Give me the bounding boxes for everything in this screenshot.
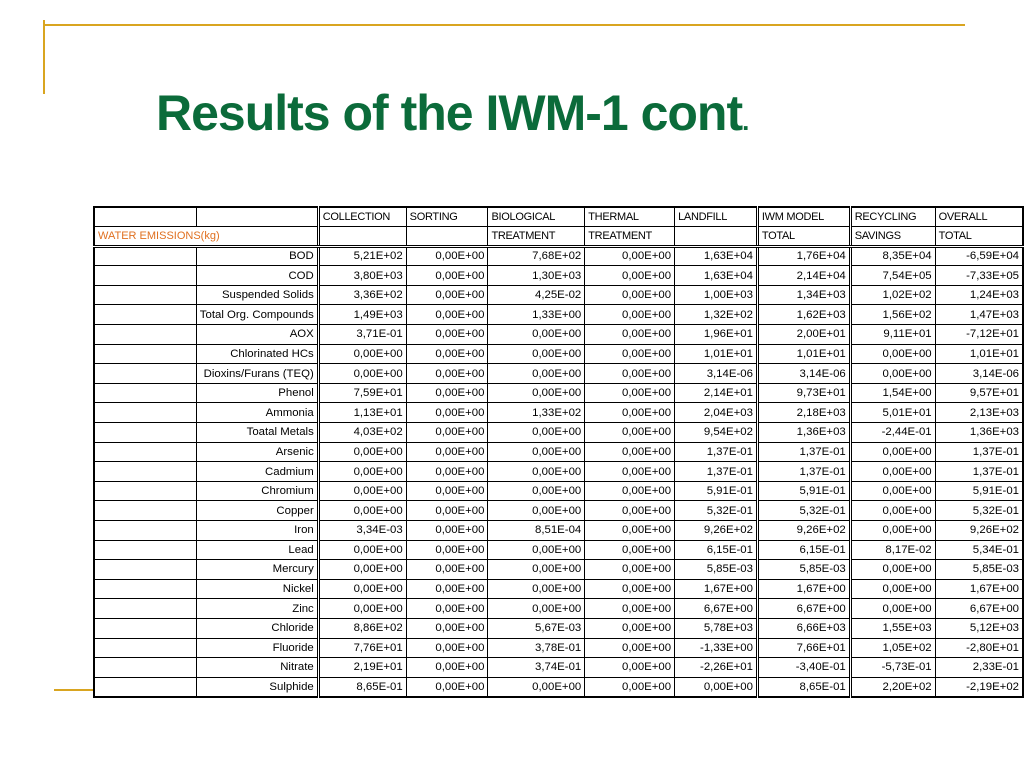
row-label: BOD <box>196 246 318 266</box>
value-cell: 0,00E+00 <box>850 344 935 364</box>
decorative-vertical-line <box>43 20 45 94</box>
value-cell: 2,13E+03 <box>935 403 1023 423</box>
value-cell: 1,33E+02 <box>488 403 585 423</box>
value-cell: 0,00E+00 <box>585 618 675 638</box>
value-cell: 1,63E+04 <box>675 266 758 286</box>
value-cell: 1,36E+03 <box>935 423 1023 443</box>
header-thermal-sub: TREATMENT <box>585 227 675 247</box>
header-recycling-sub: SAVINGS <box>850 227 935 247</box>
value-cell: 0,00E+00 <box>318 501 406 521</box>
value-cell: 0,00E+00 <box>406 285 488 305</box>
value-cell: 1,34E+03 <box>757 285 850 305</box>
header-overall-sub: TOTAL <box>935 227 1023 247</box>
value-cell: 0,00E+00 <box>850 481 935 501</box>
value-cell: 9,11E+01 <box>850 325 935 345</box>
value-cell: 0,00E+00 <box>406 599 488 619</box>
value-cell: 0,00E+00 <box>488 540 585 560</box>
value-cell: 0,00E+00 <box>318 540 406 560</box>
value-cell: 0,00E+00 <box>406 344 488 364</box>
row-blank-cell <box>94 599 196 619</box>
value-cell: 0,00E+00 <box>585 364 675 384</box>
header-sorting: SORTING <box>406 207 488 227</box>
value-cell: 0,00E+00 <box>406 383 488 403</box>
value-cell: 1,24E+03 <box>935 285 1023 305</box>
header-iwm-model-sub: TOTAL <box>757 227 850 247</box>
value-cell: 8,51E-04 <box>488 521 585 541</box>
value-cell: 1,96E+01 <box>675 325 758 345</box>
value-cell: -3,40E-01 <box>757 658 850 678</box>
row-blank-cell <box>94 501 196 521</box>
value-cell: -2,26E+01 <box>675 658 758 678</box>
value-cell: 3,80E+03 <box>318 266 406 286</box>
decorative-bottom-line <box>54 689 94 691</box>
table-row <box>94 521 1023 541</box>
value-cell: 6,15E-01 <box>675 540 758 560</box>
value-cell: 2,14E+04 <box>757 266 850 286</box>
value-cell: 0,00E+00 <box>585 579 675 599</box>
value-cell: 0,00E+00 <box>488 501 585 521</box>
value-cell: 2,00E+01 <box>757 325 850 345</box>
value-cell: 0,00E+00 <box>488 579 585 599</box>
table-row <box>94 383 1023 403</box>
value-cell: 1,67E+00 <box>757 579 850 599</box>
value-cell: 1,13E+01 <box>318 403 406 423</box>
value-cell: 1,37E-01 <box>757 442 850 462</box>
row-label: Lead <box>196 540 318 560</box>
row-blank-cell <box>94 462 196 482</box>
value-cell: 6,15E-01 <box>757 540 850 560</box>
value-cell: 0,00E+00 <box>488 344 585 364</box>
value-cell: 0,00E+00 <box>585 246 675 266</box>
table-row <box>94 442 1023 462</box>
value-cell: 1,55E+03 <box>850 618 935 638</box>
row-label: Total Org. Compounds <box>196 305 318 325</box>
value-cell: 0,00E+00 <box>406 658 488 678</box>
value-cell: 0,00E+00 <box>406 364 488 384</box>
row-label: AOX <box>196 325 318 345</box>
value-cell: 0,00E+00 <box>406 618 488 638</box>
row-blank-cell <box>94 423 196 443</box>
value-cell: 8,65E-01 <box>757 677 850 697</box>
value-cell: 1,67E+00 <box>935 579 1023 599</box>
value-cell: 5,78E+03 <box>675 618 758 638</box>
value-cell: 0,00E+00 <box>585 540 675 560</box>
row-blank-cell <box>94 285 196 305</box>
value-cell: 0,00E+00 <box>406 521 488 541</box>
value-cell: 0,00E+00 <box>585 658 675 678</box>
row-blank-cell <box>94 266 196 286</box>
value-cell: 0,00E+00 <box>585 501 675 521</box>
value-cell: 0,00E+00 <box>585 481 675 501</box>
value-cell: 0,00E+00 <box>406 442 488 462</box>
value-cell: 0,00E+00 <box>850 599 935 619</box>
value-cell: 0,00E+00 <box>318 599 406 619</box>
table-row <box>94 462 1023 482</box>
value-cell: 0,00E+00 <box>406 462 488 482</box>
value-cell: 8,17E-02 <box>850 540 935 560</box>
value-cell: 1,36E+03 <box>757 423 850 443</box>
value-cell: 0,00E+00 <box>318 579 406 599</box>
table-row <box>94 638 1023 658</box>
header-recycling: RECYCLING <box>850 207 935 227</box>
value-cell: 1,56E+02 <box>850 305 935 325</box>
value-cell: 0,00E+00 <box>585 638 675 658</box>
value-cell: 1,01E+01 <box>935 344 1023 364</box>
decorative-top-line <box>43 24 965 26</box>
value-cell: 5,67E-03 <box>488 618 585 638</box>
header-thermal: THERMAL <box>585 207 675 227</box>
table-row <box>94 560 1023 580</box>
value-cell: 0,00E+00 <box>406 266 488 286</box>
row-label: Mercury <box>196 560 318 580</box>
value-cell: 0,00E+00 <box>585 462 675 482</box>
value-cell: 2,19E+01 <box>318 658 406 678</box>
table-row <box>94 540 1023 560</box>
value-cell: 1,49E+03 <box>318 305 406 325</box>
value-cell: 0,00E+00 <box>406 501 488 521</box>
value-cell: 5,91E-01 <box>757 481 850 501</box>
header-blank-cell <box>94 207 196 227</box>
row-label: Nitrate <box>196 658 318 678</box>
value-cell: 0,00E+00 <box>585 266 675 286</box>
table-row <box>94 344 1023 364</box>
value-cell: 5,34E-01 <box>935 540 1023 560</box>
value-cell: 4,25E-02 <box>488 285 585 305</box>
row-label: Nickel <box>196 579 318 599</box>
header-row-bottom <box>94 227 1023 247</box>
value-cell: -6,59E+04 <box>935 246 1023 266</box>
header-overall: OVERALL <box>935 207 1023 227</box>
value-cell: 0,00E+00 <box>585 383 675 403</box>
row-label: Fluoride <box>196 638 318 658</box>
value-cell: 7,54E+05 <box>850 266 935 286</box>
section-label: WATER EMISSIONS(kg) <box>94 227 318 247</box>
value-cell: 1,30E+03 <box>488 266 585 286</box>
value-cell: 1,62E+03 <box>757 305 850 325</box>
value-cell: 1,37E-01 <box>935 462 1023 482</box>
value-cell: 1,01E+01 <box>675 344 758 364</box>
value-cell: -7,12E+01 <box>935 325 1023 345</box>
value-cell: 6,67E+00 <box>935 599 1023 619</box>
value-cell: 1,37E-01 <box>675 442 758 462</box>
row-label: Phenol <box>196 383 318 403</box>
value-cell: 0,00E+00 <box>406 481 488 501</box>
value-cell: 0,00E+00 <box>488 560 585 580</box>
value-cell: 0,00E+00 <box>850 462 935 482</box>
value-cell: 0,00E+00 <box>406 246 488 266</box>
value-cell: 1,02E+02 <box>850 285 935 305</box>
value-cell: 3,14E-06 <box>935 364 1023 384</box>
row-label: Arsenic <box>196 442 318 462</box>
slide-title <box>156 84 748 142</box>
value-cell: 0,00E+00 <box>488 364 585 384</box>
table-row <box>94 579 1023 599</box>
value-cell: 9,26E+02 <box>757 521 850 541</box>
row-label: Sulphide <box>196 677 318 697</box>
value-cell: -5,73E-01 <box>850 658 935 678</box>
value-cell: -7,33E+05 <box>935 266 1023 286</box>
value-cell: 0,00E+00 <box>850 579 935 599</box>
value-cell: 8,35E+04 <box>850 246 935 266</box>
value-cell: 5,32E-01 <box>675 501 758 521</box>
table-row <box>94 599 1023 619</box>
value-cell: 0,00E+00 <box>406 305 488 325</box>
table-row <box>94 677 1023 697</box>
value-cell: 0,00E+00 <box>850 501 935 521</box>
row-label: Toatal Metals <box>196 423 318 443</box>
row-blank-cell <box>94 481 196 501</box>
row-label: Cadmium <box>196 462 318 482</box>
value-cell: 0,00E+00 <box>585 344 675 364</box>
value-cell: 3,78E-01 <box>488 638 585 658</box>
value-cell: 2,18E+03 <box>757 403 850 423</box>
value-cell: 2,14E+01 <box>675 383 758 403</box>
value-cell: 0,00E+00 <box>318 364 406 384</box>
value-cell: 5,32E-01 <box>757 501 850 521</box>
row-blank-cell <box>94 246 196 266</box>
row-label: Dioxins/Furans (TEQ) <box>196 364 318 384</box>
value-cell: -2,19E+02 <box>935 677 1023 697</box>
value-cell: 1,32E+02 <box>675 305 758 325</box>
value-cell: 0,00E+00 <box>585 423 675 443</box>
value-cell: -1,33E+00 <box>675 638 758 658</box>
value-cell: 8,86E+02 <box>318 618 406 638</box>
value-cell: 0,00E+00 <box>406 560 488 580</box>
header-landfill-sub <box>675 227 758 247</box>
table-row <box>94 481 1023 501</box>
value-cell: 1,01E+01 <box>757 344 850 364</box>
value-cell: 5,12E+03 <box>935 618 1023 638</box>
value-cell: 0,00E+00 <box>850 364 935 384</box>
table-row <box>94 325 1023 345</box>
row-label: Suspended Solids <box>196 285 318 305</box>
value-cell: 3,34E-03 <box>318 521 406 541</box>
value-cell: 0,00E+00 <box>488 423 585 443</box>
value-cell: 0,00E+00 <box>585 677 675 697</box>
value-cell: 5,85E-03 <box>935 560 1023 580</box>
header-collection-sub <box>318 227 406 247</box>
value-cell: 5,32E-01 <box>935 501 1023 521</box>
value-cell: 1,33E+00 <box>488 305 585 325</box>
value-cell: 3,14E-06 <box>757 364 850 384</box>
value-cell: 2,04E+03 <box>675 403 758 423</box>
row-blank-cell <box>94 618 196 638</box>
value-cell: 0,00E+00 <box>585 403 675 423</box>
value-cell: 0,00E+00 <box>585 560 675 580</box>
value-cell: 0,00E+00 <box>585 325 675 345</box>
row-label: Zinc <box>196 599 318 619</box>
row-label: Iron <box>196 521 318 541</box>
row-blank-cell <box>94 638 196 658</box>
value-cell: 0,00E+00 <box>318 344 406 364</box>
header-landfill: LANDFILL <box>675 207 758 227</box>
header-collection: COLLECTION <box>318 207 406 227</box>
value-cell: 9,26E+02 <box>935 521 1023 541</box>
row-label: Chloride <box>196 618 318 638</box>
row-blank-cell <box>94 521 196 541</box>
value-cell: 0,00E+00 <box>488 325 585 345</box>
table-row <box>94 305 1023 325</box>
table-row <box>94 364 1023 384</box>
header-iwm-model: IWM MODEL <box>757 207 850 227</box>
value-cell: 0,00E+00 <box>585 305 675 325</box>
row-blank-cell <box>94 383 196 403</box>
value-cell: 3,14E-06 <box>675 364 758 384</box>
value-cell: -2,44E-01 <box>850 423 935 443</box>
value-cell: 0,00E+00 <box>406 677 488 697</box>
value-cell: -2,80E+01 <box>935 638 1023 658</box>
table-row <box>94 285 1023 305</box>
row-blank-cell <box>94 403 196 423</box>
value-cell: 1,47E+03 <box>935 305 1023 325</box>
table-row <box>94 246 1023 266</box>
value-cell: 1,37E-01 <box>757 462 850 482</box>
value-cell: 7,76E+01 <box>318 638 406 658</box>
slide-title-period: . <box>742 106 749 136</box>
value-cell: 5,85E-03 <box>757 560 850 580</box>
row-label: Ammonia <box>196 403 318 423</box>
value-cell: 5,91E-01 <box>675 481 758 501</box>
value-cell: 1,37E-01 <box>935 442 1023 462</box>
value-cell: 3,71E-01 <box>318 325 406 345</box>
value-cell: 1,54E+00 <box>850 383 935 403</box>
value-cell: 7,66E+01 <box>757 638 850 658</box>
value-cell: 0,00E+00 <box>585 285 675 305</box>
row-blank-cell <box>94 677 196 697</box>
value-cell: 9,57E+01 <box>935 383 1023 403</box>
row-blank-cell <box>94 344 196 364</box>
value-cell: 7,59E+01 <box>318 383 406 403</box>
row-blank-cell <box>94 658 196 678</box>
value-cell: 0,00E+00 <box>406 638 488 658</box>
value-cell: 1,00E+03 <box>675 285 758 305</box>
value-cell: 2,20E+02 <box>850 677 935 697</box>
table-row <box>94 658 1023 678</box>
row-blank-cell <box>94 442 196 462</box>
value-cell: 0,00E+00 <box>585 442 675 462</box>
value-cell: 0,00E+00 <box>318 462 406 482</box>
table-body <box>94 246 1023 697</box>
value-cell: 5,91E-01 <box>935 481 1023 501</box>
table-row <box>94 403 1023 423</box>
row-blank-cell <box>94 560 196 580</box>
value-cell: 0,00E+00 <box>850 442 935 462</box>
value-cell: 5,21E+02 <box>318 246 406 266</box>
value-cell: 3,36E+02 <box>318 285 406 305</box>
value-cell: 1,67E+00 <box>675 579 758 599</box>
value-cell: 0,00E+00 <box>675 677 758 697</box>
row-label: Copper <box>196 501 318 521</box>
value-cell: 0,00E+00 <box>488 462 585 482</box>
value-cell: 0,00E+00 <box>318 481 406 501</box>
value-cell: 2,33E-01 <box>935 658 1023 678</box>
row-label: Chlorinated HCs <box>196 344 318 364</box>
value-cell: 0,00E+00 <box>850 521 935 541</box>
header-row-top <box>94 207 1023 227</box>
row-label: COD <box>196 266 318 286</box>
value-cell: 7,68E+02 <box>488 246 585 266</box>
header-sorting-sub <box>406 227 488 247</box>
value-cell: 9,54E+02 <box>675 423 758 443</box>
value-cell: 1,76E+04 <box>757 246 850 266</box>
table-row <box>94 266 1023 286</box>
value-cell: 0,00E+00 <box>406 325 488 345</box>
header-biological: BIOLOGICAL <box>488 207 585 227</box>
value-cell: 1,63E+04 <box>675 246 758 266</box>
row-blank-cell <box>94 364 196 384</box>
value-cell: 5,01E+01 <box>850 403 935 423</box>
value-cell: 6,67E+00 <box>757 599 850 619</box>
value-cell: 0,00E+00 <box>488 481 585 501</box>
row-blank-cell <box>94 579 196 599</box>
value-cell: 0,00E+00 <box>850 560 935 580</box>
value-cell: 1,37E-01 <box>675 462 758 482</box>
value-cell: 9,73E+01 <box>757 383 850 403</box>
value-cell: 4,03E+02 <box>318 423 406 443</box>
value-cell: 1,05E+02 <box>850 638 935 658</box>
value-cell: 0,00E+00 <box>488 599 585 619</box>
header-blank-cell <box>196 207 318 227</box>
slide-title-text: Results of the IWM-1 cont <box>156 85 743 141</box>
row-label: Chromium <box>196 481 318 501</box>
value-cell: 0,00E+00 <box>318 442 406 462</box>
value-cell: 9,26E+02 <box>675 521 758 541</box>
row-blank-cell <box>94 305 196 325</box>
value-cell: 0,00E+00 <box>585 521 675 541</box>
value-cell: 6,66E+03 <box>757 618 850 638</box>
value-cell: 0,00E+00 <box>488 383 585 403</box>
value-cell: 0,00E+00 <box>406 423 488 443</box>
row-blank-cell <box>94 540 196 560</box>
value-cell: 0,00E+00 <box>406 579 488 599</box>
value-cell: 6,67E+00 <box>675 599 758 619</box>
value-cell: 0,00E+00 <box>585 599 675 619</box>
value-cell: 0,00E+00 <box>406 540 488 560</box>
header-biological-sub: TREATMENT <box>488 227 585 247</box>
row-blank-cell <box>94 325 196 345</box>
table-row <box>94 501 1023 521</box>
value-cell: 0,00E+00 <box>406 403 488 423</box>
value-cell: 0,00E+00 <box>318 560 406 580</box>
value-cell: 3,74E-01 <box>488 658 585 678</box>
value-cell: 0,00E+00 <box>488 677 585 697</box>
water-emissions-table <box>93 206 1024 698</box>
table-row <box>94 423 1023 443</box>
value-cell: 0,00E+00 <box>488 442 585 462</box>
value-cell: 8,65E-01 <box>318 677 406 697</box>
table-row <box>94 618 1023 638</box>
value-cell: 5,85E-03 <box>675 560 758 580</box>
